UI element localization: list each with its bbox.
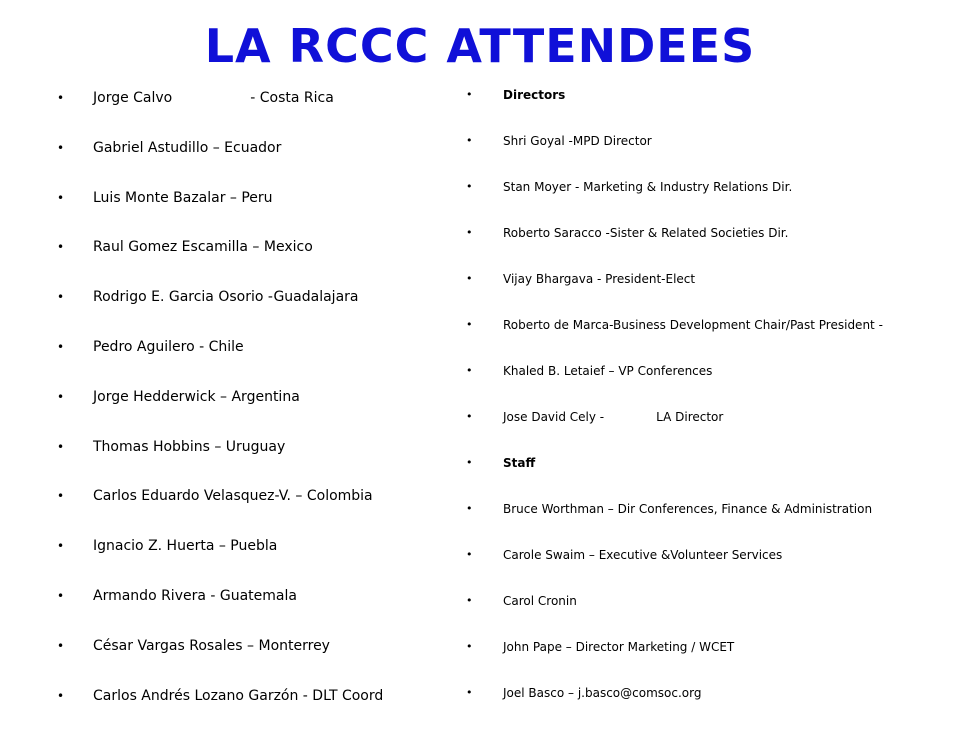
list-item — [57, 234, 383, 284]
bullet-icon: • — [466, 410, 473, 423]
list-item — [466, 266, 883, 312]
list-item-text: Joel Basco – j.basco@comsoc.org — [503, 686, 702, 700]
list-item-text: Rodrigo E. Garcia Osorio -Guadalajara — [93, 289, 359, 306]
list-item-text: Raul Gomez Escamilla – Mexico — [93, 239, 313, 256]
list-item-text: Shri Goyal -MPD Director — [503, 134, 652, 148]
bullet-icon: • — [57, 539, 65, 554]
list-item — [466, 220, 883, 266]
list-item-text: Carole Swaim – Executive &Volunteer Services — [503, 548, 783, 562]
list-item-text: Carlos Eduardo Velasquez-V. – Colombia — [93, 488, 373, 505]
bullet-icon: • — [466, 226, 473, 239]
list-item-text: Vijay Bhargava - President-Elect — [503, 272, 696, 286]
bullet-icon: • — [466, 318, 473, 331]
list-item — [57, 533, 383, 583]
list-item — [57, 384, 383, 434]
list-item-text: John Pape – Director Marketing / WCET — [503, 640, 735, 654]
list-item-text — [503, 410, 723, 424]
bullet-icon: • — [466, 640, 473, 653]
list-item-text: Pedro Aguilero - Chile — [93, 338, 244, 355]
list-item-text: Staff — [503, 456, 536, 470]
bullet-icon: • — [466, 134, 473, 147]
list-item — [57, 434, 383, 484]
list-item — [57, 334, 383, 384]
attendee-list-right — [466, 82, 883, 726]
list-item-text: Ignacio Z. Huerta – Puebla — [93, 538, 278, 555]
attendee-name: Jorge Calvo — [93, 90, 173, 106]
section-heading-staff — [466, 450, 883, 496]
list-item — [466, 358, 883, 404]
bullet-icon: • — [466, 456, 473, 469]
bullet-icon: • — [57, 290, 65, 305]
list-item — [57, 483, 383, 533]
bullet-icon: • — [57, 339, 65, 354]
bullet-icon: • — [57, 91, 65, 105]
list-item — [466, 496, 883, 542]
list-item-text: Jorge Hedderwick – Argentina — [93, 388, 300, 405]
list-item-text: Thomas Hobbins – Uruguay — [93, 438, 286, 455]
bullet-icon: • — [57, 240, 65, 255]
list-item — [466, 312, 883, 358]
bullet-icon: • — [57, 588, 65, 603]
bullet-icon: • — [466, 502, 473, 515]
list-item — [57, 85, 383, 135]
bullet-icon: • — [57, 688, 65, 703]
bullet-icon: • — [466, 686, 473, 699]
list-item-text: Roberto de Marca-Business Development Chair/Past President - — [503, 318, 883, 332]
list-item-text: César Vargas Rosales – Monterrey — [93, 637, 330, 654]
list-item-text: Stan Moyer - Marketing & Industry Relations Dir. — [503, 180, 793, 194]
bullet-icon: • — [57, 439, 65, 454]
list-item — [57, 284, 383, 334]
bullet-icon: • — [57, 638, 65, 653]
list-item-text: Carol Cronin — [503, 594, 577, 608]
list-item — [466, 542, 883, 588]
slide-title: LA RCCC ATTENDEES — [204, 19, 756, 73]
list-item — [57, 185, 383, 235]
list-item — [57, 583, 383, 633]
list-item — [57, 683, 383, 732]
bullet-icon: • — [466, 88, 473, 101]
list-item-text: Armando Rivera - Guatemala — [93, 587, 297, 604]
bullet-icon: • — [57, 389, 65, 404]
list-item — [466, 680, 883, 726]
bullet-icon: • — [466, 364, 473, 377]
bullet-icon: • — [57, 190, 65, 205]
list-item — [57, 633, 383, 683]
bullet-icon: • — [466, 594, 473, 607]
attendee-country: - Costa Rica — [250, 90, 334, 106]
list-item — [466, 588, 883, 634]
list-item-text — [93, 90, 334, 106]
list-item — [57, 135, 383, 185]
list-item-text: Directors — [503, 88, 566, 102]
section-heading-directors — [466, 82, 883, 128]
list-item — [466, 404, 883, 450]
bullet-icon: • — [57, 140, 65, 155]
list-item-text: Khaled B. Letaief – VP Conferences — [503, 364, 713, 378]
list-item — [466, 634, 883, 680]
list-item-text: Gabriel Astudillo – Ecuador — [93, 139, 282, 156]
list-item-text: Roberto Saracco -Sister & Related Societies Dir. — [503, 226, 789, 240]
bullet-icon: • — [466, 548, 473, 561]
director-role: LA Director — [656, 410, 724, 424]
attendee-list-left — [57, 85, 383, 732]
list-item — [466, 174, 883, 220]
list-item-text: Luis Monte Bazalar – Peru — [93, 189, 273, 206]
bullet-icon: • — [57, 489, 65, 504]
bullet-icon: • — [466, 272, 473, 285]
list-item-text: Bruce Worthman – Dir Conferences, Finance & Administration — [503, 502, 873, 516]
list-item-text: Carlos Andrés Lozano Garzón - DLT Coord — [93, 687, 384, 704]
director-name: Jose David Cely - — [503, 410, 605, 424]
bullet-icon: • — [466, 180, 473, 193]
list-item — [466, 128, 883, 174]
